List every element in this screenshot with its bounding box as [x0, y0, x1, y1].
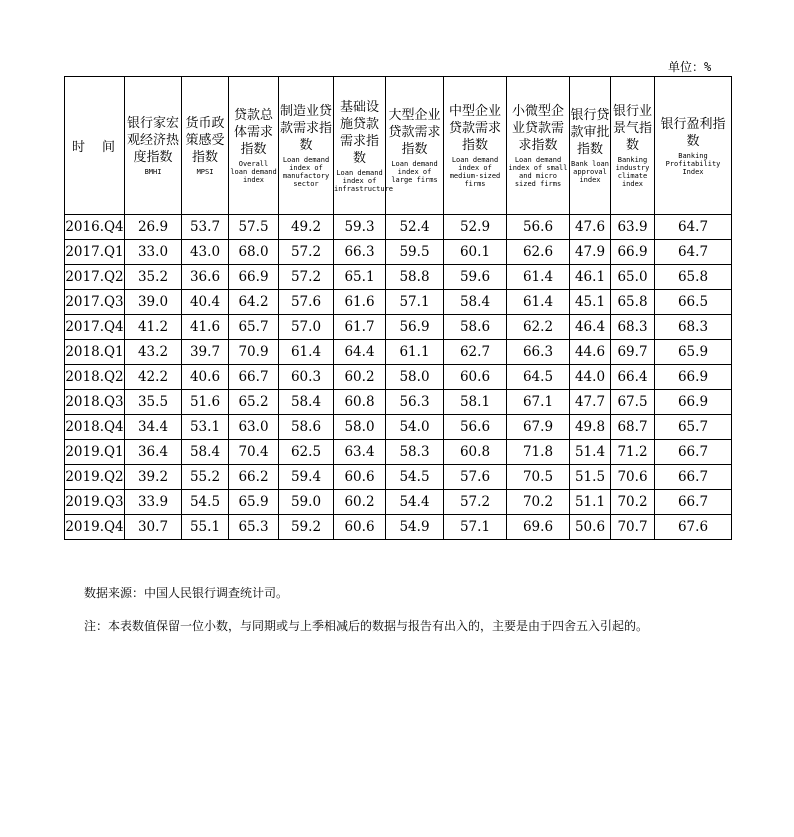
value-cell: 66.9: [611, 240, 655, 265]
value-cell: 41.6: [182, 315, 229, 340]
value-cell: 71.2: [611, 440, 655, 465]
value-cell: 71.8: [507, 440, 570, 465]
value-cell: 65.7: [655, 415, 732, 440]
value-cell: 58.0: [334, 415, 386, 440]
value-cell: 58.4: [279, 390, 334, 415]
unit-label: 单位：%: [668, 60, 712, 74]
period-cell: 2018.Q4: [65, 415, 125, 440]
value-cell: 69.6: [507, 515, 570, 540]
banker-survey-table: [64, 76, 732, 540]
value-cell: 65.3: [229, 515, 279, 540]
header-infrastructure-loan-demand: 基础设施贷款需求指数 Loan demand index of infrastructure: [334, 77, 386, 215]
value-cell: 60.8: [334, 390, 386, 415]
table-row: [65, 315, 732, 340]
value-cell: 68.0: [229, 240, 279, 265]
value-cell: 53.1: [182, 415, 229, 440]
value-cell: 59.0: [279, 490, 334, 515]
value-cell: 65.9: [229, 490, 279, 515]
value-cell: 67.9: [507, 415, 570, 440]
value-cell: 26.9: [125, 215, 182, 240]
value-cell: 65.7: [229, 315, 279, 340]
value-cell: 68.7: [611, 415, 655, 440]
value-cell: 57.1: [386, 290, 444, 315]
value-cell: 66.9: [229, 265, 279, 290]
value-cell: 58.0: [386, 365, 444, 390]
value-cell: 42.2: [125, 365, 182, 390]
value-cell: 40.4: [182, 290, 229, 315]
header-large-firms-loan-demand: 大型企业贷款需求指数 Loan demand index of large firms: [386, 77, 444, 215]
value-cell: 67.6: [655, 515, 732, 540]
value-cell: 51.6: [182, 390, 229, 415]
value-cell: 59.3: [334, 215, 386, 240]
value-cell: 58.1: [444, 390, 507, 415]
value-cell: 60.6: [334, 465, 386, 490]
value-cell: 39.0: [125, 290, 182, 315]
period-cell: 2018.Q1: [65, 340, 125, 365]
value-cell: 70.5: [507, 465, 570, 490]
value-cell: 33.9: [125, 490, 182, 515]
period-cell: 2018.Q3: [65, 390, 125, 415]
value-cell: 61.6: [334, 290, 386, 315]
period-cell: 2017.Q1: [65, 240, 125, 265]
table-body: [65, 215, 732, 540]
value-cell: 60.2: [334, 365, 386, 390]
value-cell: 54.5: [386, 465, 444, 490]
value-cell: 56.3: [386, 390, 444, 415]
value-cell: 51.1: [570, 490, 611, 515]
period-cell: 2017.Q3: [65, 290, 125, 315]
value-cell: 66.7: [655, 440, 732, 465]
period-cell: 2016.Q4: [65, 215, 125, 240]
value-cell: 65.0: [611, 265, 655, 290]
value-cell: 43.0: [182, 240, 229, 265]
value-cell: 43.2: [125, 340, 182, 365]
value-cell: 57.2: [279, 240, 334, 265]
value-cell: 57.2: [279, 265, 334, 290]
value-cell: 62.5: [279, 440, 334, 465]
table-row: [65, 415, 732, 440]
value-cell: 61.4: [507, 265, 570, 290]
value-cell: 62.7: [444, 340, 507, 365]
value-cell: 66.7: [229, 365, 279, 390]
table-row: [65, 240, 732, 265]
value-cell: 66.9: [655, 390, 732, 415]
value-cell: 66.5: [655, 290, 732, 315]
value-cell: 59.2: [279, 515, 334, 540]
value-cell: 58.4: [182, 440, 229, 465]
value-cell: 61.1: [386, 340, 444, 365]
value-cell: 64.7: [655, 215, 732, 240]
period-cell: 2017.Q4: [65, 315, 125, 340]
value-cell: 41.2: [125, 315, 182, 340]
header-manufactory-loan-demand: 制造业贷款需求指数 Loan demand index of manufactory sector: [279, 77, 334, 215]
period-cell: 2019.Q2: [65, 465, 125, 490]
table-row: [65, 440, 732, 465]
value-cell: 70.6: [611, 465, 655, 490]
value-cell: 46.1: [570, 265, 611, 290]
value-cell: 60.6: [444, 365, 507, 390]
value-cell: 63.0: [229, 415, 279, 440]
value-cell: 39.7: [182, 340, 229, 365]
value-cell: 36.4: [125, 440, 182, 465]
value-cell: 56.6: [507, 215, 570, 240]
value-cell: 61.4: [507, 290, 570, 315]
value-cell: 50.6: [570, 515, 611, 540]
value-cell: 30.7: [125, 515, 182, 540]
header-small-micro-loan-demand: 小微型企业贷款需求指数 Loan demand index of small and micro sized firms: [507, 77, 570, 215]
value-cell: 59.5: [386, 240, 444, 265]
table-header-row: [65, 77, 732, 215]
value-cell: 56.9: [386, 315, 444, 340]
value-cell: 35.5: [125, 390, 182, 415]
value-cell: 45.1: [570, 290, 611, 315]
period-cell: 2019.Q1: [65, 440, 125, 465]
header-mpsi: 货币政策感受指数 MPSI: [182, 77, 229, 215]
value-cell: 65.8: [655, 265, 732, 290]
header-overall-loan-demand: 贷款总体需求指数 Overall loan demand index: [229, 77, 279, 215]
value-cell: 53.7: [182, 215, 229, 240]
value-cell: 54.4: [386, 490, 444, 515]
value-cell: 64.5: [507, 365, 570, 390]
value-cell: 47.9: [570, 240, 611, 265]
header-banking-profitability: 银行盈利指数 Banking Profitability Index: [655, 77, 732, 215]
footnote: 注：本表数值保留一位小数，与同期或与上季相减后的数据与报告有出入的，主要是由于四舍五入引起的。: [84, 619, 649, 633]
value-cell: 65.1: [334, 265, 386, 290]
value-cell: 51.4: [570, 440, 611, 465]
value-cell: 47.7: [570, 390, 611, 415]
value-cell: 66.9: [655, 365, 732, 390]
header-loan-approval: 银行贷款审批指数 Bank loan approval index: [570, 77, 611, 215]
value-cell: 62.2: [507, 315, 570, 340]
value-cell: 49.2: [279, 215, 334, 240]
value-cell: 68.3: [611, 315, 655, 340]
value-cell: 59.4: [279, 465, 334, 490]
table-row: [65, 515, 732, 540]
value-cell: 57.6: [279, 290, 334, 315]
value-cell: 57.0: [279, 315, 334, 340]
table-row: [65, 390, 732, 415]
period-cell: 2019.Q4: [65, 515, 125, 540]
value-cell: 47.6: [570, 215, 611, 240]
value-cell: 60.8: [444, 440, 507, 465]
value-cell: 63.4: [334, 440, 386, 465]
value-cell: 69.7: [611, 340, 655, 365]
table-row: [65, 490, 732, 515]
period-cell: 2018.Q2: [65, 365, 125, 390]
value-cell: 58.4: [444, 290, 507, 315]
value-cell: 64.7: [655, 240, 732, 265]
value-cell: 64.2: [229, 290, 279, 315]
value-cell: 54.9: [386, 515, 444, 540]
value-cell: 56.6: [444, 415, 507, 440]
value-cell: 66.4: [611, 365, 655, 390]
value-cell: 58.3: [386, 440, 444, 465]
value-cell: 66.2: [229, 465, 279, 490]
value-cell: 70.2: [611, 490, 655, 515]
value-cell: 46.4: [570, 315, 611, 340]
value-cell: 58.8: [386, 265, 444, 290]
table-row: [65, 365, 732, 390]
header-time: 时 间: [65, 77, 125, 215]
value-cell: 61.7: [334, 315, 386, 340]
value-cell: 36.6: [182, 265, 229, 290]
value-cell: 57.6: [444, 465, 507, 490]
table-row: [65, 340, 732, 365]
value-cell: 68.3: [655, 315, 732, 340]
value-cell: 66.7: [655, 465, 732, 490]
value-cell: 66.3: [507, 340, 570, 365]
value-cell: 70.7: [611, 515, 655, 540]
table-row: [65, 465, 732, 490]
header-bmhi: 银行家宏观经济热度指数 BMHI: [125, 77, 182, 215]
table-row: [65, 215, 732, 240]
value-cell: 59.6: [444, 265, 507, 290]
value-cell: 70.9: [229, 340, 279, 365]
table-row: [65, 265, 732, 290]
value-cell: 33.0: [125, 240, 182, 265]
value-cell: 57.5: [229, 215, 279, 240]
period-cell: 2019.Q3: [65, 490, 125, 515]
value-cell: 65.9: [655, 340, 732, 365]
value-cell: 49.8: [570, 415, 611, 440]
value-cell: 61.4: [279, 340, 334, 365]
value-cell: 60.6: [334, 515, 386, 540]
table-row: [65, 290, 732, 315]
value-cell: 55.1: [182, 515, 229, 540]
value-cell: 63.9: [611, 215, 655, 240]
value-cell: 58.6: [279, 415, 334, 440]
value-cell: 64.4: [334, 340, 386, 365]
value-cell: 67.1: [507, 390, 570, 415]
value-cell: 44.6: [570, 340, 611, 365]
header-medium-firms-loan-demand: 中型企业贷款需求指数 Loan demand index of medium-sized firms: [444, 77, 507, 215]
value-cell: 39.2: [125, 465, 182, 490]
value-cell: 51.5: [570, 465, 611, 490]
value-cell: 55.2: [182, 465, 229, 490]
value-cell: 52.9: [444, 215, 507, 240]
value-cell: 54.5: [182, 490, 229, 515]
value-cell: 57.1: [444, 515, 507, 540]
value-cell: 65.8: [611, 290, 655, 315]
value-cell: 70.4: [229, 440, 279, 465]
value-cell: 67.5: [611, 390, 655, 415]
value-cell: 60.2: [334, 490, 386, 515]
value-cell: 62.6: [507, 240, 570, 265]
value-cell: 52.4: [386, 215, 444, 240]
value-cell: 70.2: [507, 490, 570, 515]
value-cell: 60.3: [279, 365, 334, 390]
value-cell: 44.0: [570, 365, 611, 390]
source-note: 数据来源：中国人民银行调查统计司。: [84, 586, 289, 600]
value-cell: 66.3: [334, 240, 386, 265]
value-cell: 40.6: [182, 365, 229, 390]
value-cell: 65.2: [229, 390, 279, 415]
value-cell: 57.2: [444, 490, 507, 515]
value-cell: 66.7: [655, 490, 732, 515]
value-cell: 35.2: [125, 265, 182, 290]
value-cell: 58.6: [444, 315, 507, 340]
value-cell: 34.4: [125, 415, 182, 440]
value-cell: 60.1: [444, 240, 507, 265]
value-cell: 54.0: [386, 415, 444, 440]
header-banking-climate: 银行业景气指数 Banking industry climate index: [611, 77, 655, 215]
period-cell: 2017.Q2: [65, 265, 125, 290]
